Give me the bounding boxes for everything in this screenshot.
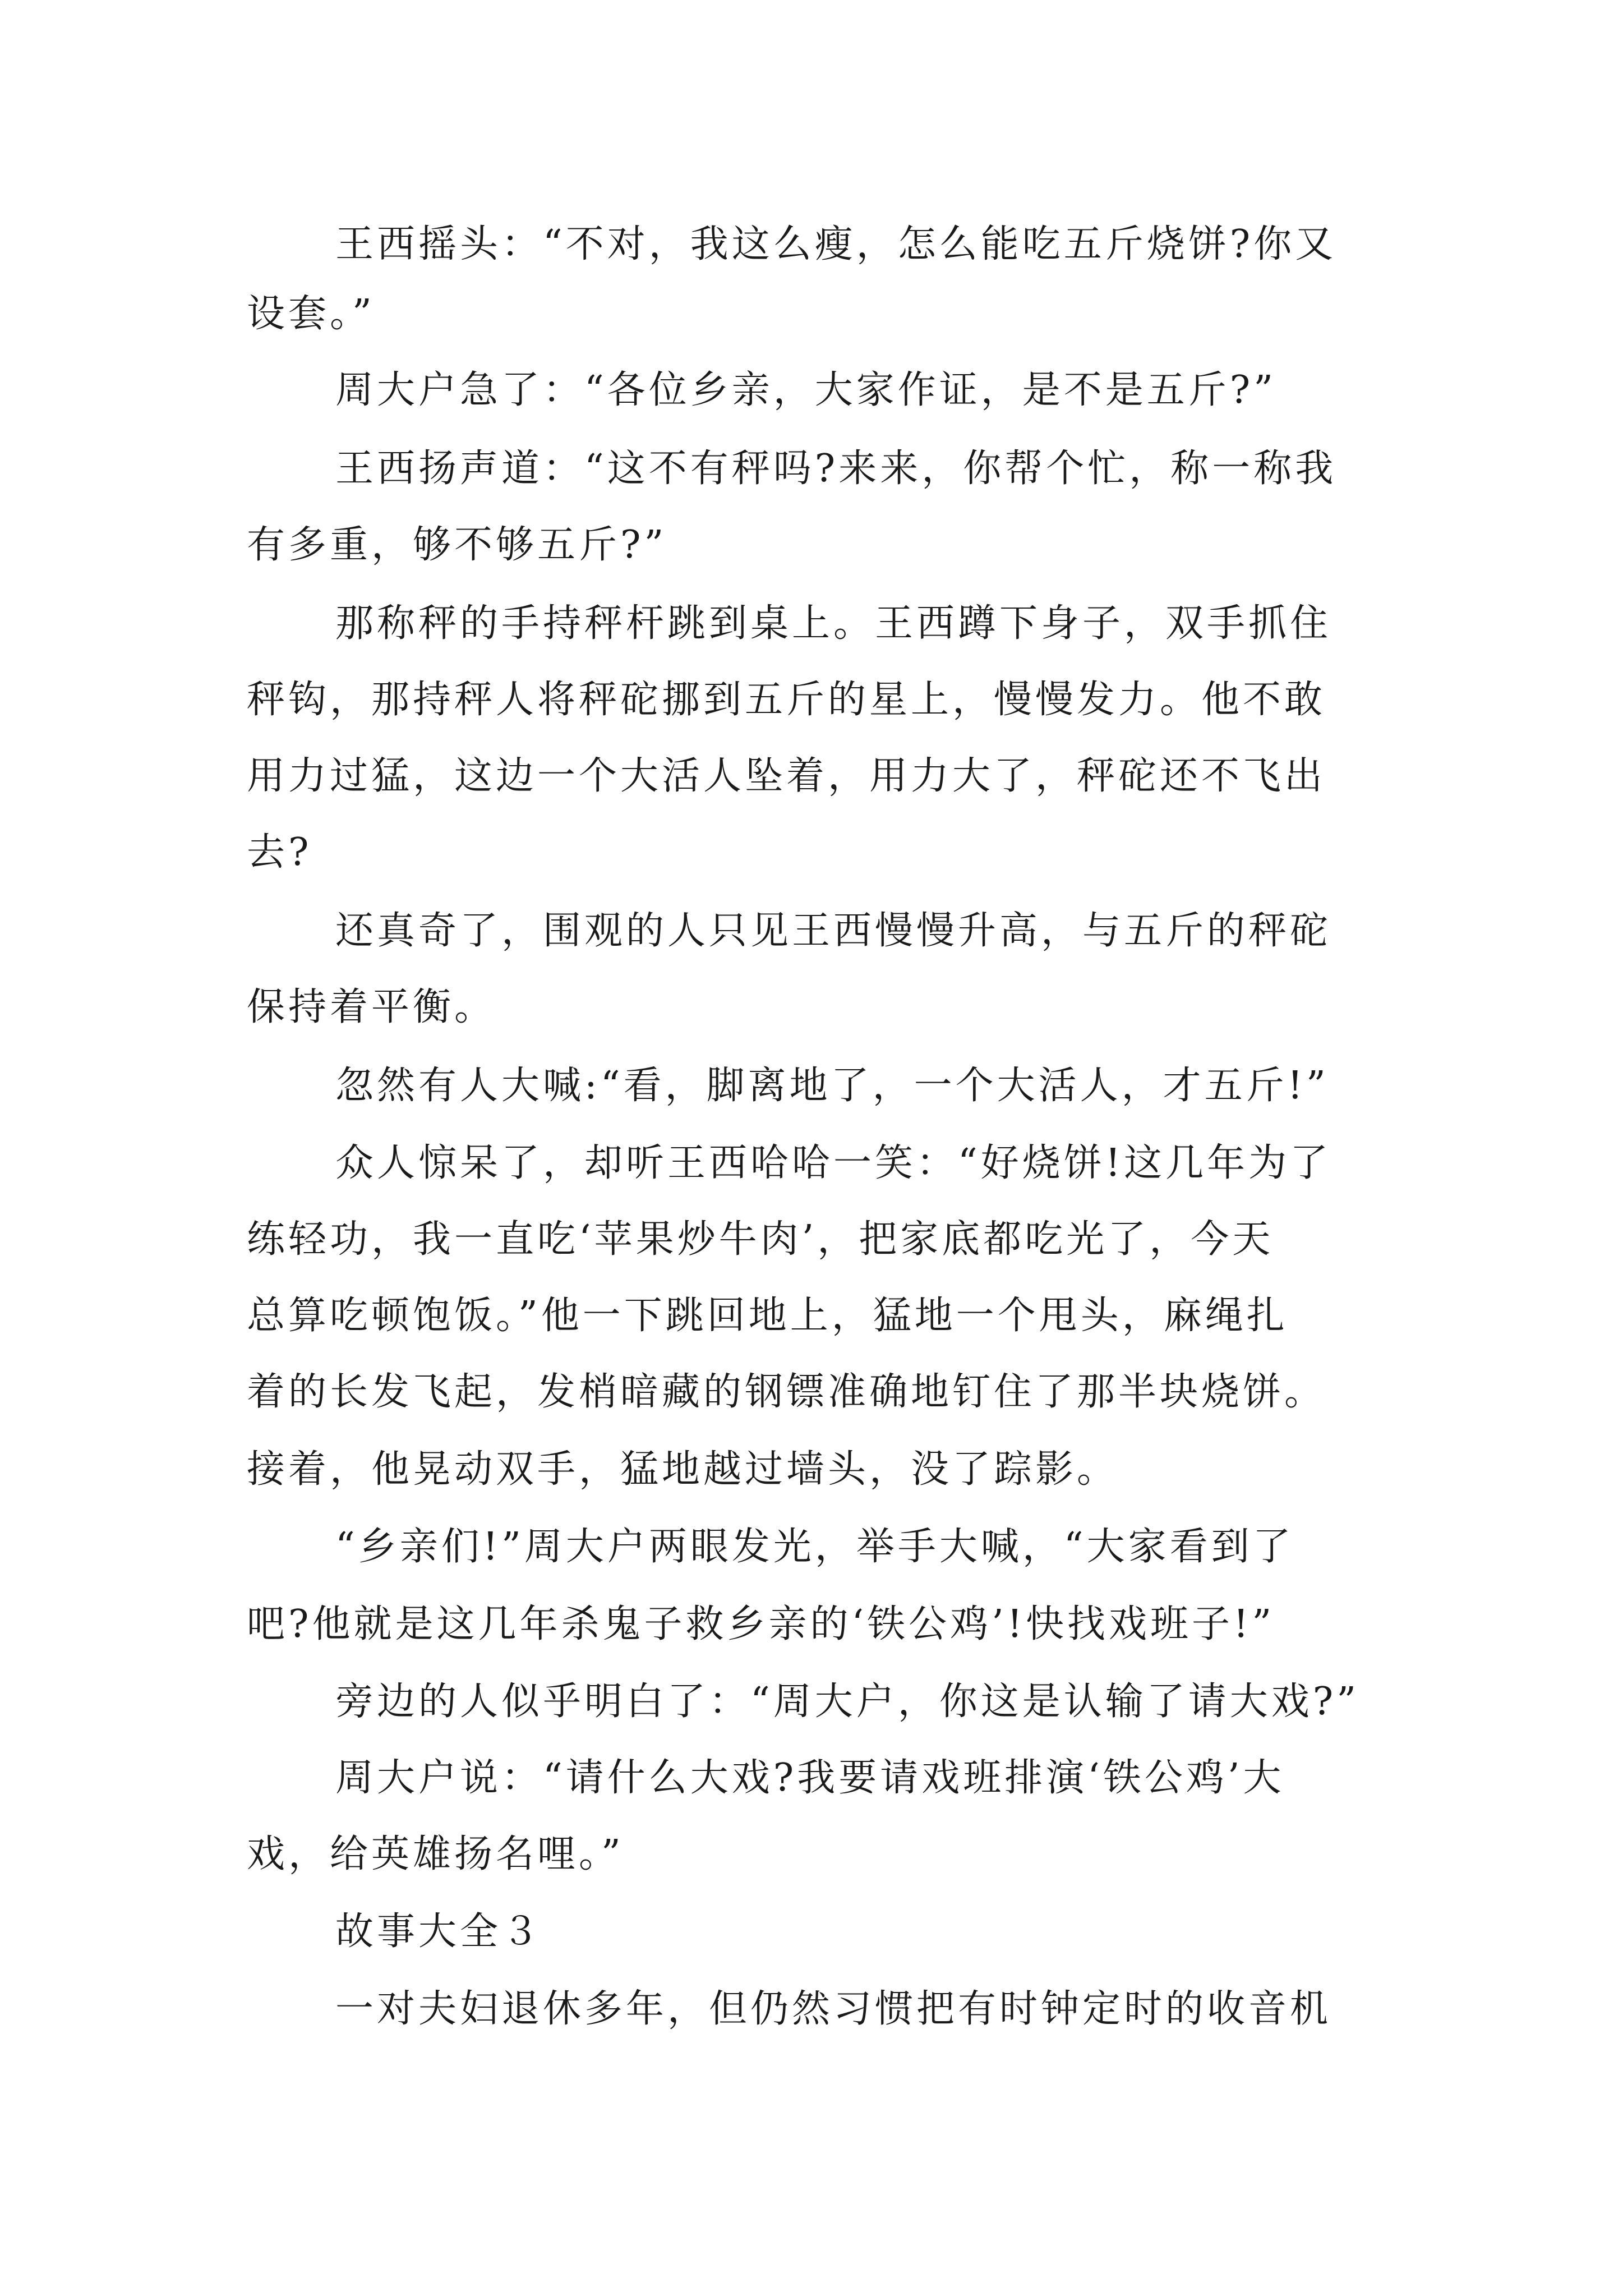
text-line: 有多重，够不够五斤?” bbox=[247, 523, 667, 567]
text-line: 王西扬声道：“这不有秤吗?来来，你帮个忙，称一称我 bbox=[335, 447, 1337, 491]
text-line: 周大户急了：“各位乡亲，大家作证，是不是五斤?” bbox=[335, 368, 1276, 412]
text-line: 旁边的人似乎明白了：“周大户，你这是认输了请大戏?” bbox=[335, 1680, 1359, 1724]
text-line: 总算吃顿饱饭。”他一下跳回地上，猛地一个甩头，麻绳扎 bbox=[247, 1294, 1288, 1338]
text-line: 吧?他就是这几年杀鬼子救乡亲的‘铁公鸡’!快找戏班子!” bbox=[247, 1602, 1275, 1646]
text-line: 周大户说：“请什么大戏?我要请戏班排演‘铁公鸡’大 bbox=[335, 1756, 1285, 1800]
text-line: 练轻功，我一直吃‘苹果炒牛肉’，把家底都吃光了，今天 bbox=[247, 1217, 1274, 1262]
text-line: 还真奇了，围观的人只见王西慢慢升高，与五斤的秤砣 bbox=[335, 909, 1332, 953]
text-line: 一对夫妇退休多年，但仍然习惯把有时钟定时的收音机 bbox=[335, 1987, 1332, 2031]
text-line: 用力过猛，这边一个大活人坠着，用力大了，秤砣还不飞出 bbox=[247, 754, 1326, 798]
text-line: 众人惊呆了，却听王西哈哈一笑：“好烧饼!这几年为了 bbox=[335, 1141, 1332, 1185]
text-line: 着的长发飞起，发梢暗藏的钢镖准确地钉住了那半块烧饼。 bbox=[247, 1370, 1326, 1414]
text-line: “乡亲们!”周大户两眼发光，举手大喊，“大家看到了 bbox=[335, 1525, 1294, 1569]
text-line: 王西摇头：“不对，我这么瘦，怎么能吃五斤烧饼?你又 bbox=[335, 222, 1337, 266]
text-line: 戏，给英雄扬名哩。” bbox=[247, 1832, 624, 1876]
text-line: 秤钩，那持秤人将秤砣挪到五斤的星上，慢慢发力。他不敢 bbox=[247, 678, 1326, 722]
text-line: 设套。” bbox=[247, 292, 375, 336]
text-line: 去? bbox=[247, 830, 312, 875]
text-line: 忽然有人大喊:“看，脚离地了，一个大活人，才五斤!” bbox=[335, 1064, 1329, 1108]
text-line: 那称秤的手持秤杆跳到桌上。王西蹲下身子，双手抓住 bbox=[335, 601, 1332, 646]
text-line: 接着，他晃动双手，猛地越过墙头，没了踪影。 bbox=[247, 1447, 1119, 1492]
section-heading: 故事大全３ bbox=[335, 1910, 543, 1954]
text-line: 保持着平衡。 bbox=[247, 985, 496, 1029]
